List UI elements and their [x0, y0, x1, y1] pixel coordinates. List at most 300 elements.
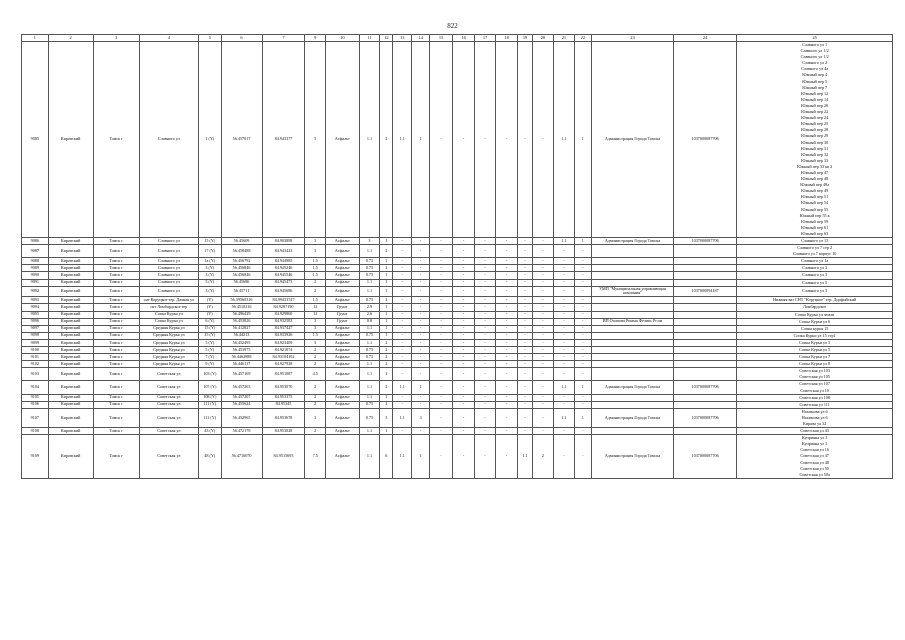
address-list-cell — [737, 394, 893, 401]
table-cell: - — [393, 346, 411, 353]
table-cell: снт Ломбардское тер — [139, 304, 198, 311]
table-cell: 1.1 — [359, 435, 379, 479]
table-cell: - — [430, 368, 453, 381]
table-cell: Томск г — [93, 245, 139, 258]
table-cell: - — [532, 265, 553, 272]
table-cell: Асфальт — [325, 325, 359, 332]
table-cell: Кировский — [48, 408, 93, 427]
table-cell — [592, 279, 674, 286]
table-cell: 15 (Y) — [199, 332, 222, 339]
table-cell: - — [574, 304, 591, 311]
table-cell: Томск г — [93, 428, 139, 435]
table-cell: 5 (Y) — [199, 346, 222, 353]
table-cell: 2 — [380, 245, 393, 258]
column-header: 13 — [393, 35, 411, 42]
address-line: Южный пер 48 — [801, 176, 829, 182]
table-cell: 1037000087706 — [673, 238, 736, 245]
table-cell: 0.75 — [359, 297, 379, 304]
table-row — [22, 304, 893, 311]
table-cell: - — [411, 428, 429, 435]
table-cell — [673, 401, 736, 408]
table-row — [22, 332, 893, 339]
table-cell: 111 (Y) — [199, 408, 222, 427]
table-cell: - — [430, 339, 453, 346]
table-cell: - — [475, 286, 495, 297]
table-row — [22, 325, 893, 332]
table-cell: 0.75 — [359, 401, 379, 408]
table-cell — [673, 325, 736, 332]
address-list-cell — [737, 381, 893, 394]
table-cell: 1037000087706 — [673, 408, 736, 427]
table-cell: - — [574, 428, 591, 435]
table-cell: Асфальт — [325, 42, 359, 238]
table-cell: Томск г — [93, 311, 139, 318]
address-line: Славного ул 1а — [801, 258, 829, 264]
address-line: Советская ул 50а — [799, 471, 830, 477]
table-cell: 9095 — [22, 311, 49, 318]
table-cell: Кировский — [48, 428, 93, 435]
table-cell — [673, 339, 736, 346]
table-cell: Славного ул — [139, 286, 198, 297]
table-cell: 1 — [574, 42, 591, 238]
address-line: Советская ул 108 — [799, 394, 830, 400]
table-cell: 1 — [574, 238, 591, 245]
table-cell: - — [554, 272, 574, 279]
table-cell — [592, 245, 674, 258]
address-line: Сопка Курьи ул 6 — [799, 318, 831, 324]
table-cell: - — [518, 408, 532, 427]
table-cell: - — [554, 332, 574, 339]
table-cell: - — [393, 394, 411, 401]
table-cell: - — [430, 238, 453, 245]
table-cell: Кировский — [48, 435, 93, 479]
table-cell: - — [430, 265, 453, 272]
table-cell: - — [518, 325, 532, 332]
table-cell: 84.953070 — [262, 381, 305, 394]
table-cell: 1037000087706 — [673, 42, 736, 238]
table-cell: - — [452, 428, 475, 435]
table-cell: 9086 — [22, 238, 49, 245]
table-cell: - — [574, 286, 591, 297]
table-cell: - — [430, 272, 453, 279]
table-cell: 9100 — [22, 346, 49, 353]
table-cell: Томск г — [93, 272, 139, 279]
table-cell: - — [411, 332, 429, 339]
table-cell: - — [430, 354, 453, 361]
table-cell: - — [452, 401, 475, 408]
table-cell: 2 — [380, 346, 393, 353]
table-cell: - — [495, 381, 518, 394]
address-line: Славного ул 1/2 — [800, 48, 829, 54]
table-cell: - — [518, 394, 532, 401]
table-cell: - — [495, 272, 518, 279]
address-line: Ломбардское — [803, 304, 827, 310]
table-cell: 1 — [380, 238, 393, 245]
table-cell: Советская ул — [139, 401, 198, 408]
address-line: Советская ул 111 — [799, 401, 830, 407]
table-cell: 1.1 — [518, 435, 532, 479]
address-line: Славного ул 4а — [801, 66, 829, 72]
table-cell: 56.45609 — [221, 238, 262, 245]
table-cell: 3 — [305, 408, 325, 427]
column-header: 14 — [411, 35, 429, 42]
table-cell — [592, 368, 674, 381]
table-cell: Средняя Курья ул — [139, 332, 198, 339]
address-line: Славного ул 1 — [802, 42, 828, 47]
table-cell: 2 — [305, 279, 325, 286]
table-cell: 4.5 — [305, 368, 325, 381]
table-cell: Славного ул — [139, 272, 198, 279]
table-cell: - — [532, 354, 553, 361]
address-line: Советская ул 103 — [799, 368, 830, 374]
table-cell: - — [475, 42, 495, 238]
address-line: Южный пер 63 — [801, 230, 829, 236]
table-row — [22, 368, 893, 381]
table-cell: 84.921074 — [262, 346, 305, 353]
table-cell: - — [532, 286, 553, 297]
table-cell: - — [532, 245, 553, 258]
table-row — [22, 286, 893, 297]
table-cell: - — [475, 368, 495, 381]
table-cell: - — [411, 354, 429, 361]
address-line: Советская ул 16 — [800, 447, 829, 453]
table-cell: Асфальт — [325, 394, 359, 401]
table-row — [22, 408, 893, 427]
table-cell — [592, 265, 674, 272]
column-header: 12 — [380, 35, 393, 42]
table-cell: - — [475, 408, 495, 427]
table-cell: Томск г — [93, 42, 139, 238]
table-cell: - — [452, 258, 475, 265]
address-list-cell — [737, 332, 893, 339]
table-cell: - — [554, 245, 574, 258]
column-header: 25 — [737, 35, 893, 42]
table-cell: - — [393, 258, 411, 265]
table-cell: 5 (Y) — [199, 339, 222, 346]
table-cell: - — [475, 297, 495, 304]
column-header: 2 — [48, 35, 93, 42]
table-cell: 1037000087706 — [673, 381, 736, 394]
table-cell: Кировский — [48, 394, 93, 401]
table-cell — [673, 354, 736, 361]
table-cell: 17 (Y) — [199, 245, 222, 258]
table-cell: Средняя Курья ул — [139, 346, 198, 353]
address-line: Южный пер 47 — [801, 169, 829, 175]
table-cell: - — [452, 286, 475, 297]
table-cell: - — [518, 368, 532, 381]
table-cell: 9101 — [22, 354, 49, 361]
column-header: 16 — [452, 35, 475, 42]
table-cell: 7 (Y) — [199, 354, 222, 361]
address-list-cell — [737, 238, 893, 245]
table-cell: - — [554, 325, 574, 332]
table-cell: - — [475, 311, 495, 318]
table-cell — [592, 272, 674, 279]
table-cell: - — [393, 265, 411, 272]
table-cell: - — [518, 361, 532, 368]
table-cell: - — [430, 361, 453, 368]
table-cell: - — [411, 265, 429, 272]
table-cell: 1 — [411, 435, 429, 479]
address-list-cell — [737, 428, 893, 435]
table-cell: Кировский — [48, 401, 93, 408]
table-cell: Кировский — [48, 339, 93, 346]
table-cell: - — [574, 265, 591, 272]
address-list-cell — [737, 339, 893, 346]
table-cell: - — [393, 401, 411, 408]
address-line: Южный пер 48а — [800, 182, 830, 188]
address-line: Южный пер 12 — [801, 90, 829, 96]
table-cell: - — [495, 401, 518, 408]
address-line: Сопка Курьи ул 15 стр1 — [793, 332, 836, 338]
table-cell — [592, 428, 674, 435]
table-cell: - — [554, 428, 574, 435]
table-cell: - — [475, 361, 495, 368]
header-row — [22, 35, 893, 42]
address-line: Советская ул 105 — [799, 374, 830, 380]
table-cell — [592, 325, 674, 332]
table-cell: - — [554, 435, 574, 479]
table-cell: 1 — [380, 279, 393, 286]
table-row — [22, 428, 893, 435]
table-cell — [592, 258, 674, 265]
table-cell: Кировский — [48, 42, 93, 238]
table-cell: Томск г — [93, 435, 139, 479]
table-cell — [673, 332, 736, 339]
table-cell: 56.446117 — [221, 361, 262, 368]
table-cell: 3 — [380, 408, 393, 427]
table-cell: Кировский — [48, 279, 93, 286]
table-cell: - — [554, 368, 574, 381]
table-cell: - — [411, 368, 429, 381]
address-line: Южный пер 33 — [801, 157, 829, 163]
table-cell: 2 — [305, 381, 325, 394]
table-cell: 1.5 — [305, 265, 325, 272]
table-cell — [592, 304, 674, 311]
table-cell: 12 — [305, 304, 325, 311]
table-cell: 9106 — [22, 401, 49, 408]
table-cell: 12 — [305, 311, 325, 318]
address-list-cell — [737, 346, 893, 353]
table-cell: - — [411, 325, 429, 332]
table-cell: - — [495, 318, 518, 325]
table-cell: - — [495, 428, 518, 435]
table-cell: - — [574, 339, 591, 346]
table-cell: 56.458488 — [221, 245, 262, 258]
table-cell: - — [574, 272, 591, 279]
address-line: Куприяна ул 3 — [801, 435, 828, 441]
table-cell: 9104 — [22, 381, 49, 394]
table-cell: - — [574, 245, 591, 258]
table-cell: - — [518, 279, 532, 286]
table-cell: - — [554, 297, 574, 304]
address-line: Южный пер 22 — [801, 109, 829, 115]
table-cell: - — [532, 304, 553, 311]
table-cell: 1.1 — [359, 42, 379, 238]
address-line: Южный пер 31 — [801, 145, 829, 151]
table-cell: 84.945246 — [262, 265, 305, 272]
table-cell: 9090 — [22, 272, 49, 279]
table-cell: - — [452, 42, 475, 238]
column-header: 17 — [475, 35, 495, 42]
table-cell: - — [532, 238, 553, 245]
table-cell: Кировский — [48, 318, 93, 325]
table-cell: Славного ул — [139, 42, 198, 238]
table-cell: 2 — [305, 394, 325, 401]
table-cell: Асфальт — [325, 265, 359, 272]
table-cell: 9087 — [22, 245, 49, 258]
table-cell: - — [393, 368, 411, 381]
table-cell: Администрация Города Томска — [592, 42, 674, 238]
table-cell: - — [430, 42, 453, 238]
table-row — [22, 401, 893, 408]
table-cell: - — [452, 354, 475, 361]
table-cell: 1 — [411, 42, 429, 238]
table-cell: 6 — [380, 435, 393, 479]
table-cell: - — [532, 318, 553, 325]
table-cell: - — [574, 368, 591, 381]
table-cell: - — [574, 279, 591, 286]
table-cell: 2.6 — [359, 311, 379, 318]
table-cell: - — [475, 428, 495, 435]
column-header: 6 — [221, 35, 262, 42]
table-cell: - — [411, 272, 429, 279]
table-cell: УМП "Муниципальная управляющая компания" — [592, 286, 674, 297]
table-cell: 15 (Y) — [199, 325, 222, 332]
address-line: Южный пер 4 — [802, 72, 828, 78]
table-cell: 56.457203 — [221, 381, 262, 394]
table-cell — [592, 311, 674, 318]
table-cell: 9108 — [22, 428, 49, 435]
table-cell: Грунт — [325, 304, 359, 311]
address-line: Южный пер 54 — [801, 200, 829, 206]
table-cell: - — [554, 354, 574, 361]
table-cell — [673, 265, 736, 272]
table-cell: - — [532, 408, 553, 427]
table-cell: Асфальт — [325, 354, 359, 361]
table-row — [22, 311, 893, 318]
table-cell: - — [495, 408, 518, 427]
table-cell: Томск г — [93, 346, 139, 353]
table-cell: - — [452, 346, 475, 353]
table-row — [22, 245, 893, 258]
table-cell: 84.945546 — [262, 272, 305, 279]
table-cell: - — [452, 279, 475, 286]
table-cell: - — [554, 286, 574, 297]
table-cell: 9103 — [22, 368, 49, 381]
table-cell: Томск г — [93, 381, 139, 394]
table-cell: - — [393, 286, 411, 297]
address-line: Советская ул 50 — [800, 465, 829, 471]
table-cell — [592, 401, 674, 408]
table-cell: 84.944985 — [262, 258, 305, 265]
table-cell: 56.39560316 — [221, 297, 262, 304]
table-cell: - — [411, 297, 429, 304]
table-cell: - — [495, 42, 518, 238]
table-cell: - — [518, 238, 532, 245]
table-cell: 9096 — [22, 318, 49, 325]
table-cell: 9091 — [22, 279, 49, 286]
table-cell: 2 — [380, 361, 393, 368]
table-cell: 1.1 — [393, 435, 411, 479]
table-cell: 1037000087706 — [673, 435, 736, 479]
table-cell: Кировский — [48, 245, 93, 258]
column-header: 15 — [430, 35, 453, 42]
table-cell: - — [518, 332, 532, 339]
table-cell: - — [411, 346, 429, 353]
address-line: Южный пер 59 — [801, 218, 829, 224]
table-cell: 1.1 — [393, 381, 411, 394]
table-cell: 1 (Y) — [199, 42, 222, 238]
table-row — [22, 361, 893, 368]
table-cell: 15 (Y) — [199, 238, 222, 245]
table-cell: - — [411, 245, 429, 258]
table-cell: Кировский — [48, 258, 93, 265]
table-cell: 56.496429 — [221, 311, 262, 318]
table-cell: Славного ул — [139, 245, 198, 258]
table-cell: 1 — [380, 332, 393, 339]
address-line: Советская ул 48 — [800, 459, 829, 465]
table-cell: Советская ул — [139, 368, 198, 381]
table-cell: 1 — [380, 394, 393, 401]
address-list-cell — [737, 304, 893, 311]
table-cell: - — [495, 339, 518, 346]
table-cell: 9093 — [22, 297, 49, 304]
table-cell: - — [430, 394, 453, 401]
table-cell: - — [532, 346, 553, 353]
table-cell: - — [475, 258, 495, 265]
table-cell: - — [574, 258, 591, 265]
column-header: 21 — [554, 35, 574, 42]
table-cell: Советская ул — [139, 428, 198, 435]
address-list-cell — [737, 272, 893, 279]
table-cell: 1.1 — [393, 408, 411, 427]
address-line: Славного ул 2 — [802, 60, 828, 66]
table-cell: - — [574, 297, 591, 304]
table-cell: - — [495, 286, 518, 297]
table-cell: Томск г — [93, 258, 139, 265]
table-cell: 9107 — [22, 408, 49, 427]
column-header: 7 — [262, 35, 305, 42]
table-cell: 2 — [305, 361, 325, 368]
column-header: 23 — [592, 35, 674, 42]
table-cell: 56.45686 — [221, 279, 262, 286]
table-cell: - — [393, 311, 411, 318]
table-cell — [673, 394, 736, 401]
table-cell: - — [411, 339, 429, 346]
table-cell: 1a (Y) — [199, 258, 222, 265]
table-cell: Кировский — [48, 361, 93, 368]
table-cell: 56.453975 — [221, 346, 262, 353]
address-line: Южный пер 29 — [801, 133, 829, 139]
table-cell: Кировский — [48, 381, 93, 394]
table-cell: - — [554, 318, 574, 325]
table-cell: Кировский — [48, 238, 93, 245]
address-line: Славного ул 1/2 — [800, 54, 829, 60]
table-cell: - — [452, 318, 475, 325]
table-cell: 1 — [380, 286, 393, 297]
table-cell: Асфальт — [325, 272, 359, 279]
table-cell: 1.1 — [359, 381, 379, 394]
table-cell: - — [574, 361, 591, 368]
address-line: Славного ул 3 — [802, 265, 828, 271]
address-list-cell — [737, 325, 893, 332]
table-cell: Томск г — [93, 332, 139, 339]
table-cell: 84.927928 — [262, 361, 305, 368]
table-cell: Асфальт — [325, 435, 359, 479]
table-cell: 84.923409 — [262, 339, 305, 346]
table-cell: Славного ул — [139, 265, 198, 272]
